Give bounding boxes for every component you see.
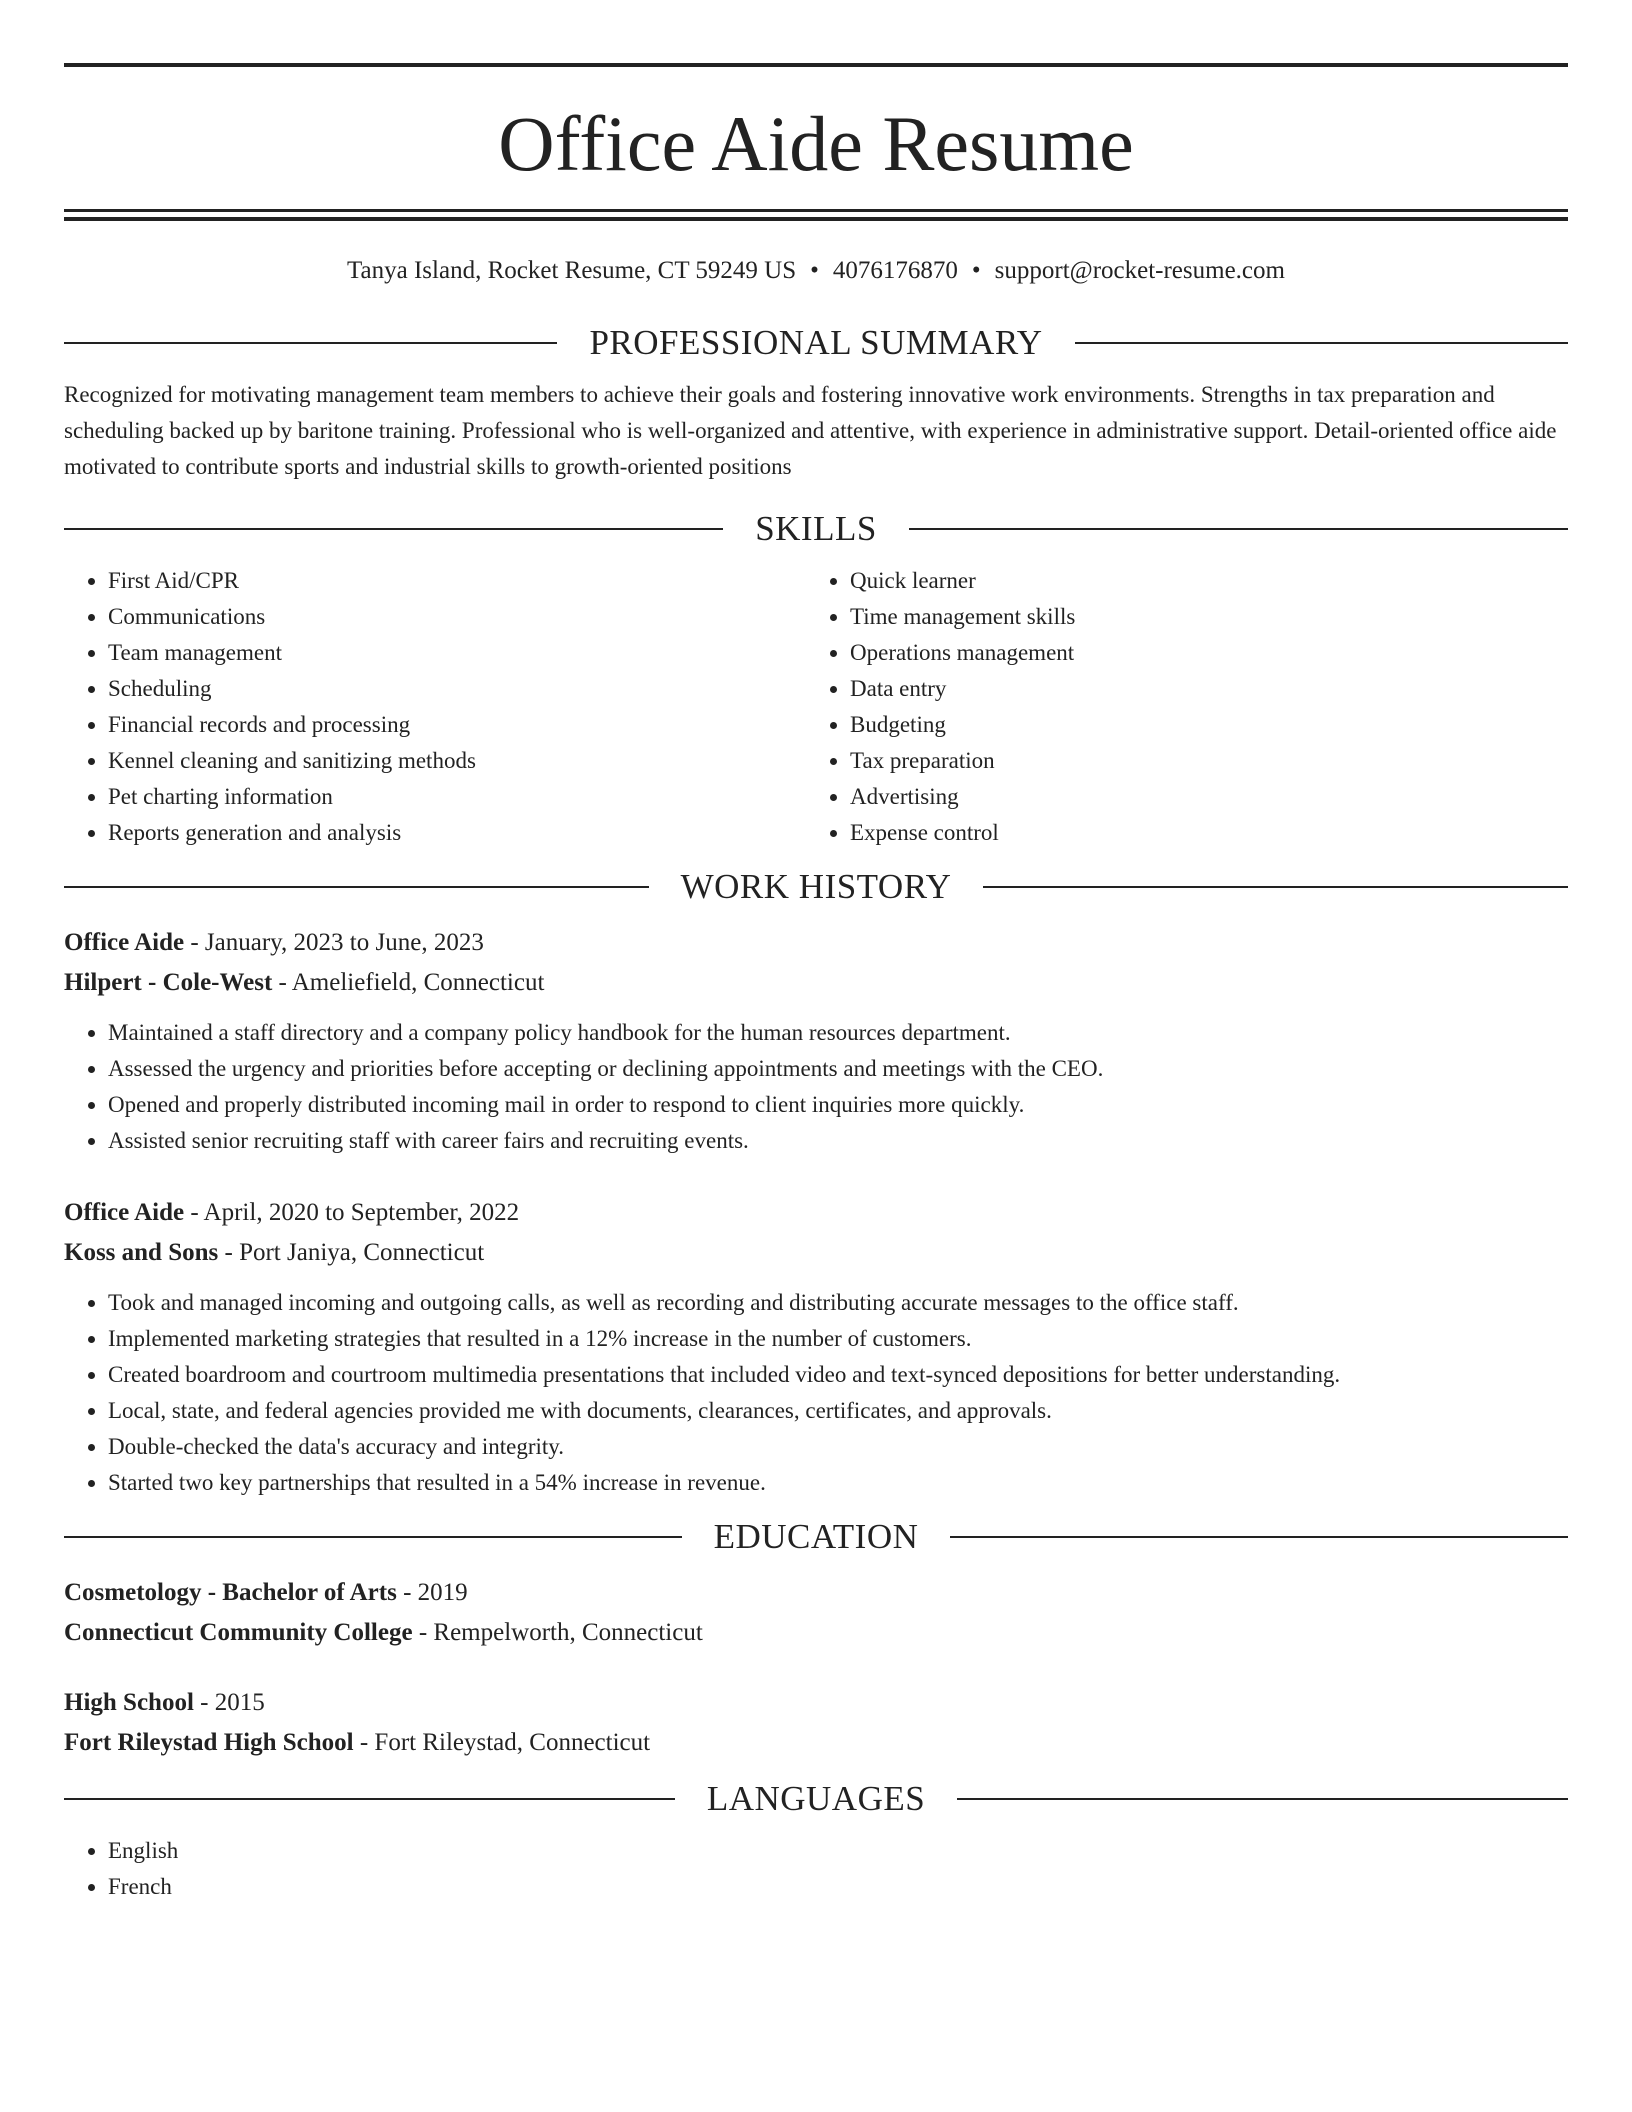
skill-item: • Advertising — [850, 779, 1548, 815]
job-company-line — [64, 963, 1568, 1003]
section-heading-summary — [64, 321, 1568, 365]
heading-rule-right — [983, 886, 1568, 888]
job-company: Koss and Sons — [64, 1239, 219, 1266]
skill-item: • Tax preparation — [850, 743, 1548, 779]
skills-column-left — [64, 563, 806, 851]
summary-text: Recognized for motivating management team members to achieve their goals and fostering innovative work environments. Strengths in tax preparation and scheduling backed up by baritone training. Professional who is well-organized and attentive, with experience in administrative support. Detail-oriented office aide motivated to contribute sports and industrial skills to growth-oriented positions — [64, 382, 1557, 479]
section-heading-skills — [64, 507, 1568, 551]
job-bullet: • Double-checked the data's accuracy and integrity. — [108, 1429, 1568, 1465]
job-bullets — [64, 1015, 1568, 1159]
education-location: - Fort Rileystad, Connecticut — [353, 1729, 651, 1756]
section-title-work: WORK HISTORY — [680, 867, 952, 906]
job-location: - Port Janiya, Connecticut — [218, 1239, 485, 1266]
skill-item: • Budgeting — [850, 707, 1548, 743]
contact-phone: 4076176870 — [832, 257, 958, 284]
education-school-line — [64, 1723, 1568, 1763]
job-title-line — [64, 1193, 1568, 1233]
heading-rule-right — [950, 1536, 1568, 1538]
education-school: Connecticut Community College — [64, 1619, 413, 1646]
contact-separator: • — [810, 257, 819, 284]
job-bullet: • Assisted senior recruiting staff with career fairs and recruiting events. — [108, 1123, 1568, 1159]
job-entry — [64, 1193, 1568, 1501]
heading-rule-left — [64, 1536, 682, 1538]
education-entry — [64, 1683, 1568, 1763]
job-title: Office Aide — [64, 929, 185, 956]
contact-separator: • — [971, 257, 981, 284]
heading-rule-left — [64, 1798, 675, 1800]
heading-rule-left — [64, 528, 723, 530]
job-company-line — [64, 1233, 1568, 1273]
education-school: Fort Rileystad High School — [64, 1729, 354, 1756]
top-rule — [64, 63, 1568, 67]
education-degree: High School — [64, 1689, 194, 1716]
skills-list — [64, 563, 1568, 851]
title-double-rule — [64, 209, 1568, 221]
job-bullet: • Assessed the urgency and priorities before accepting or declining appointments and meetings with the CEO. — [108, 1051, 1568, 1087]
section-title-languages: LANGUAGES — [706, 1779, 926, 1818]
language-item: • English — [108, 1833, 1568, 1869]
heading-rule-left — [64, 342, 557, 344]
job-entry — [64, 923, 1568, 1159]
education-degree: Cosmetology - Bachelor of Arts — [64, 1579, 397, 1606]
job-bullet: • Took and managed incoming and outgoing calls, as well as recording and distributing accurate messages to the office staff. — [108, 1285, 1568, 1321]
skill-item: • Pet charting information — [108, 779, 806, 815]
section-heading-work — [64, 865, 1568, 909]
heading-rule-right — [1075, 342, 1568, 344]
section-title-education: EDUCATION — [713, 1517, 919, 1556]
education-school-line — [64, 1613, 1568, 1653]
page-title: Office Aide Resume — [498, 100, 1134, 187]
skill-item: • First Aid/CPR — [108, 563, 806, 599]
section-title-skills: SKILLS — [755, 509, 877, 548]
skill-item: • Operations management — [850, 635, 1548, 671]
contact-line — [64, 255, 1568, 287]
education-year: - 2019 — [396, 1579, 468, 1606]
education-degree-line — [64, 1573, 1568, 1613]
job-bullet: • Maintained a staff directory and a company policy handbook for the human resources department. — [108, 1015, 1568, 1051]
languages-list — [64, 1833, 1568, 1905]
education-location: - Rempelworth, Connecticut — [412, 1619, 703, 1646]
skill-item: • Reports generation and analysis — [108, 815, 806, 851]
skill-item: • Kennel cleaning and sanitizing methods — [108, 743, 806, 779]
skill-item: • Quick learner — [850, 563, 1548, 599]
contact-address: Tanya Island, Rocket Resume, CT 59249 US — [347, 257, 797, 284]
section-heading-languages — [64, 1777, 1568, 1821]
skill-item: • Expense control — [850, 815, 1548, 851]
job-location: - Ameliefield, Connecticut — [272, 969, 545, 996]
skill-item: • Scheduling — [108, 671, 806, 707]
job-bullet: • Local, state, and federal agencies provided me with documents, clearances, certificates, and approvals. — [108, 1393, 1568, 1429]
skill-item: • Data entry — [850, 671, 1548, 707]
job-title: Office Aide — [64, 1199, 185, 1226]
job-bullet: • Implemented marketing strategies that resulted in a 12% increase in the number of customers. — [108, 1321, 1568, 1357]
education-degree-line — [64, 1683, 1568, 1723]
heading-rule-left — [64, 886, 649, 888]
skill-item: • Financial records and processing — [108, 707, 806, 743]
heading-rule-right — [909, 528, 1568, 530]
job-title-line — [64, 923, 1568, 963]
education-entry — [64, 1573, 1568, 1653]
skill-item: • Communications — [108, 599, 806, 635]
job-dates: - January, 2023 to June, 2023 — [184, 929, 484, 956]
language-item: • French — [108, 1869, 1568, 1905]
contact-email: support@rocket-resume.com — [994, 257, 1285, 284]
job-bullet: • Opened and properly distributed incoming mail in order to respond to client inquiries more quickly. — [108, 1087, 1568, 1123]
skills-column-right — [806, 563, 1548, 851]
job-bullet: • Created boardroom and courtroom multimedia presentations that included video and text-synced depositions for better understanding. — [108, 1357, 1568, 1393]
job-bullets — [64, 1285, 1568, 1501]
section-title-summary: PROFESSIONAL SUMMARY — [589, 323, 1043, 362]
skill-item: • Time management skills — [850, 599, 1548, 635]
skill-item: • Team management — [108, 635, 806, 671]
job-dates: - April, 2020 to September, 2022 — [184, 1199, 520, 1226]
section-heading-education — [64, 1515, 1568, 1559]
education-year: - 2015 — [193, 1689, 265, 1716]
job-bullet: • Started two key partnerships that resulted in a 54% increase in revenue. — [108, 1465, 1568, 1501]
job-company: Hilpert - Cole-West — [64, 969, 273, 996]
heading-rule-right — [957, 1798, 1568, 1800]
